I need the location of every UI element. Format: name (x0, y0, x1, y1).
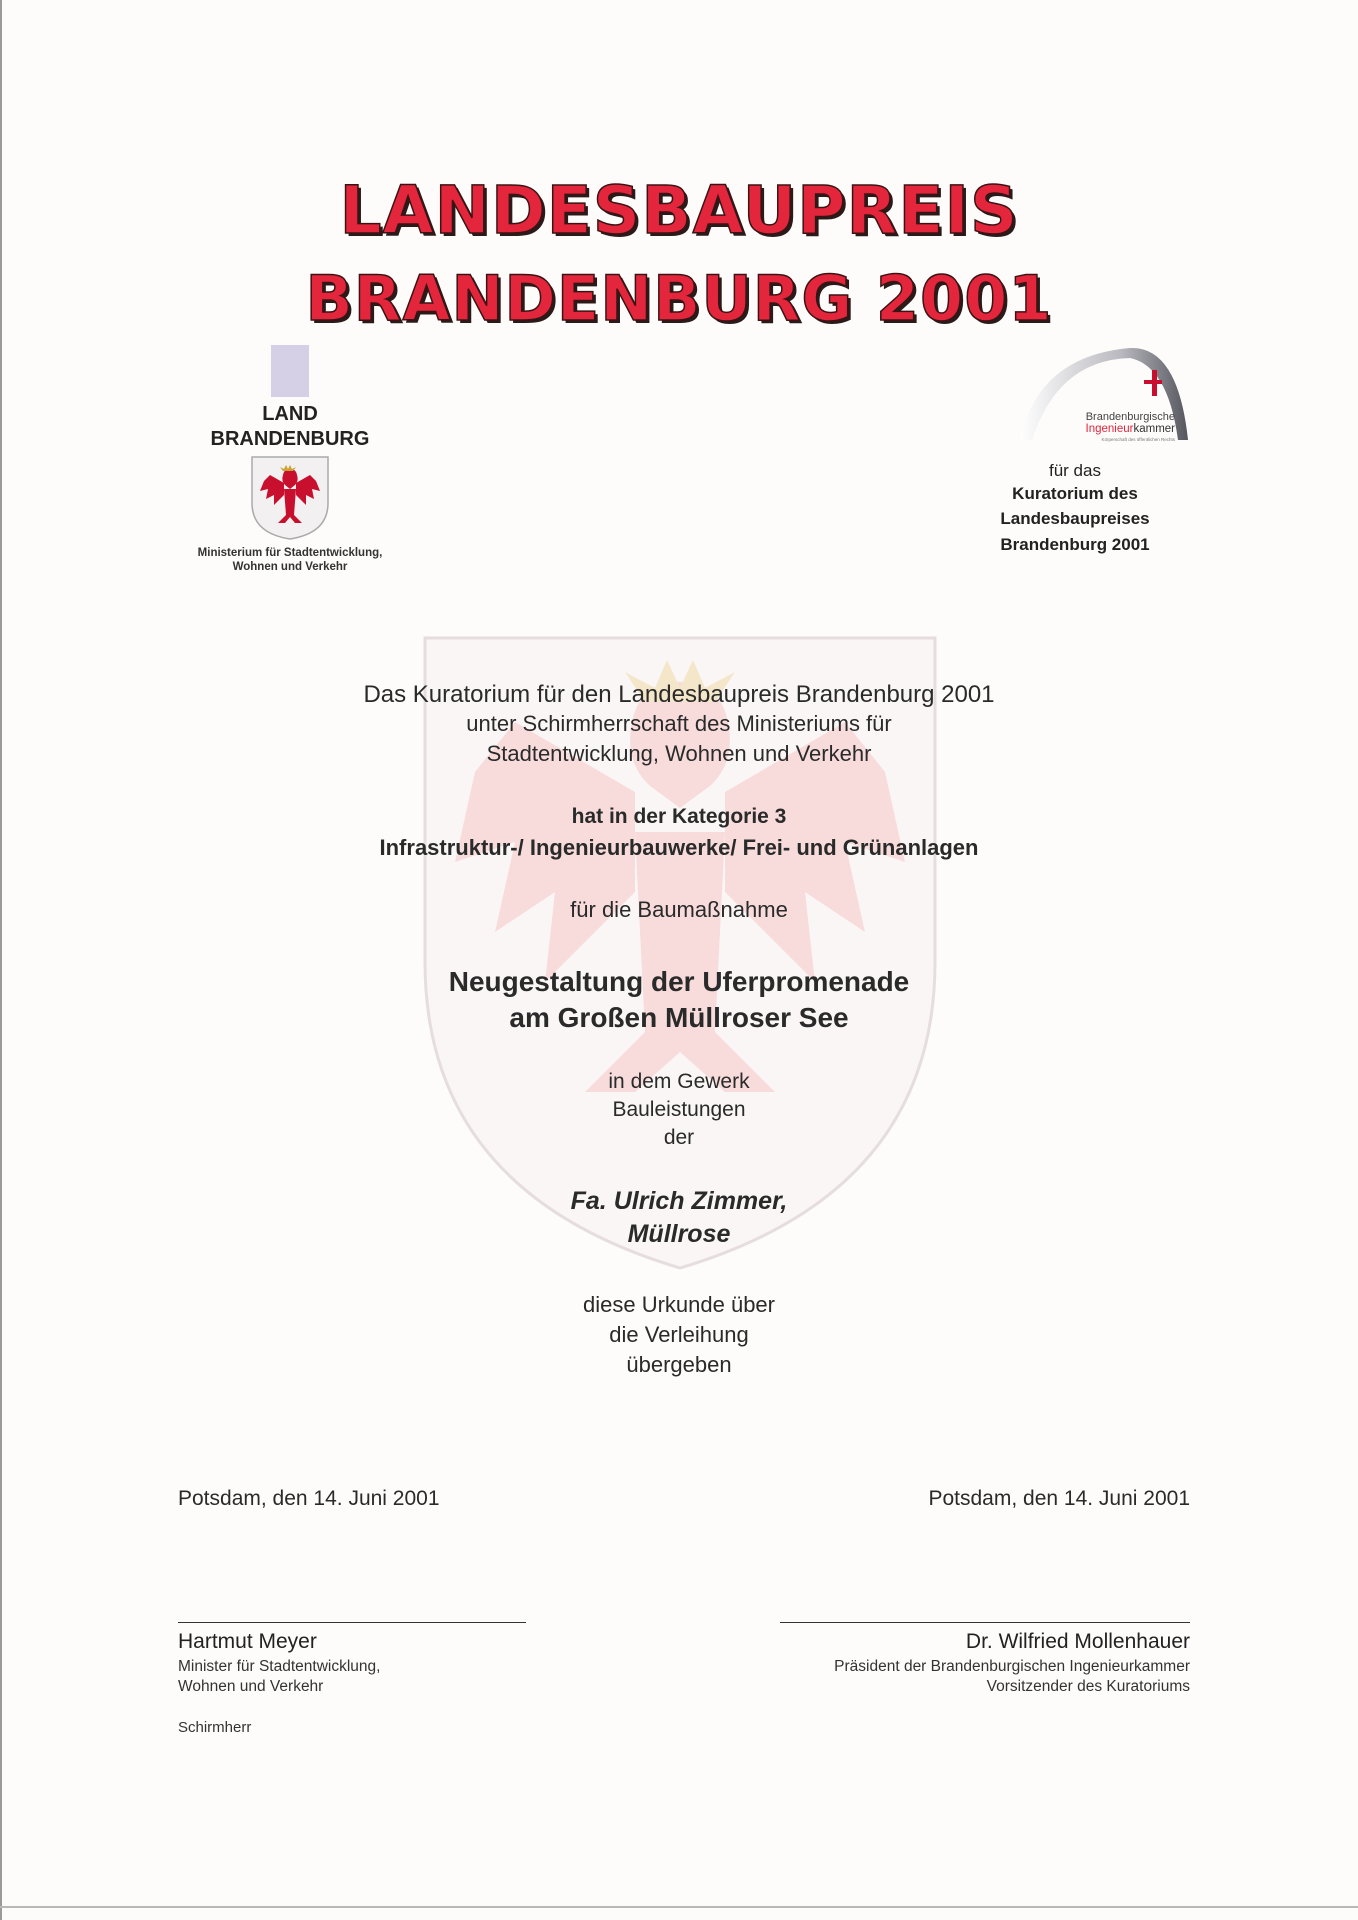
signatory-left-role: Schirmherr (178, 1719, 252, 1736)
intro-line2: unter Schirmherrschaft des Ministeriums für (466, 711, 892, 736)
land-label: LAND (262, 403, 318, 425)
land-brandenburg-color-block (271, 345, 309, 397)
signatory-left-name: Hartmut Meyer (178, 1630, 317, 1653)
project-title-line1: Neugestaltung der Uferpromenade (448, 966, 910, 997)
closing-line3: übergeben (626, 1352, 732, 1377)
ministry-caption (150, 546, 430, 574)
brandenburg-crest-icon (248, 453, 332, 541)
ingenieurkammer-subtitle: Körperschaft des öffentlichen Rechts (1101, 437, 1175, 442)
closing-line2: die Verleihung (609, 1322, 749, 1347)
date-right: Potsdam, den 14. Juni 2001 (928, 1487, 1190, 1510)
category-line1: hat in der Kategorie 3 (571, 805, 787, 828)
brandenburg-label: BRANDENBURG (210, 428, 370, 450)
award-title-line2: BRANDENBURG 2001 (305, 262, 1053, 335)
signatory-right-title-line2: Vorsitzender des Kuratoriums (986, 1678, 1190, 1695)
signatory-right-name: Dr. Wilfried Mollenhauer (965, 1630, 1190, 1653)
signatory-left-title-line2: Wohnen und Verkehr (178, 1678, 324, 1695)
signatory-right-title-line1: Präsident der Brandenburgischen Ingenieurkammer (834, 1658, 1190, 1675)
ministry-line1: Ministerium für Stadtentwicklung, (197, 547, 383, 559)
kuratorium-line1: Kuratorium des (1012, 484, 1138, 503)
trade-line1: in dem Gewerk (608, 1070, 750, 1093)
kuratorium-line3: Brandenburg 2001 (1000, 535, 1150, 554)
trade-line3: der (663, 1126, 695, 1149)
firm-name-line2: Müllrose (627, 1220, 731, 1248)
trade-line2: Bauleistungen (612, 1098, 746, 1121)
ingenieurkammer-name-line1: Brandenburgische (1085, 411, 1175, 423)
ingenieur-accent-text: Ingenieur (1085, 423, 1134, 435)
category-line2: Infrastruktur-/ Ingenieurbauwerke/ Frei- und Grünanlagen (379, 835, 979, 860)
for-the-label: für das (1049, 461, 1101, 480)
project-title-line2: am Großen Müllroser See (509, 1002, 849, 1033)
ministry-line2: Wohnen und Verkehr (232, 561, 348, 573)
signature-line-left (178, 1622, 526, 1623)
kuratorium-line2: Landesbaupreises (1000, 509, 1150, 528)
scan-bottom-edge (0, 1906, 1358, 1908)
award-title-line1: LANDESBAUPREIS (339, 172, 1019, 249)
intro-line3: Stadtentwicklung, Wohnen und Verkehr (486, 741, 872, 766)
firm-name-line1: Fa. Ulrich Zimmer, (570, 1187, 788, 1215)
signature-line-right (780, 1622, 1190, 1623)
ingenieurkammer-name-line2 (1030, 423, 1175, 435)
measure-intro: für die Baumaßnahme (570, 897, 788, 922)
closing-line1: diese Urkunde über (582, 1292, 775, 1317)
kammer-text: kammer (1133, 423, 1175, 435)
signatory-left-title-line1: Minister für Stadtentwicklung, (178, 1658, 381, 1675)
intro-line1: Das Kuratorium für den Landesbaupreis Brandenburg 2001 (363, 681, 995, 708)
date-left: Potsdam, den 14. Juni 2001 (178, 1487, 440, 1510)
